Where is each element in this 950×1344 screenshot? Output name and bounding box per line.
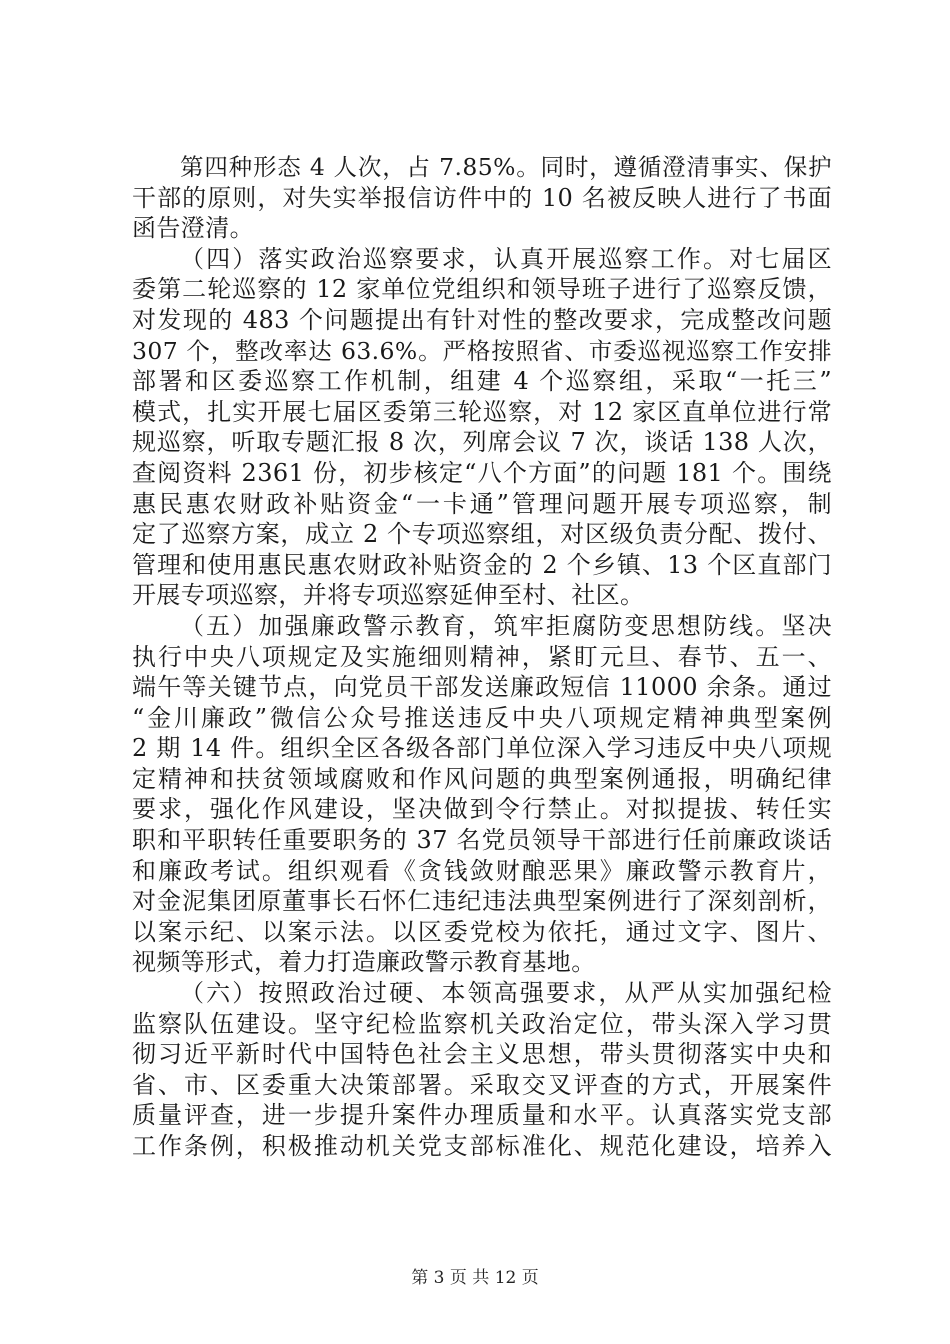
paragraph-line: （四）落实政治巡察要求，认真开展巡察工作。对七届区 bbox=[180, 244, 832, 273]
paragraph-line: 定了巡察方案，成立 2 个专项巡察组，对区级负责分配、拨付、 bbox=[132, 520, 832, 549]
paragraph-line: 执行中央八项规定及实施细则精神，紧盯元旦、春节、五一、 bbox=[132, 642, 832, 671]
paragraph-line: 端午等关键节点，向党员干部发送廉政短信 11000 余条。通过 bbox=[132, 673, 832, 702]
paragraph-line: 干部的原则，对失实举报信访件中的 10 名被反映人进行了书面 bbox=[132, 183, 832, 212]
paragraph-line: 307 个，整改率达 63.6%。严格按照省、市委巡视巡察工作安排 bbox=[132, 336, 832, 365]
paragraph-line: 2 期 14 件。组织全区各级各部门单位深入学习违反中央八项规 bbox=[132, 734, 832, 763]
paragraph-line: 定精神和扶贫领域腐败和作风问题的典型案例通报，明确纪律 bbox=[132, 764, 832, 793]
page-number-label: 第 3 页 共 12 页 bbox=[411, 1268, 539, 1288]
paragraph-line: （六）按照政治过硬、本领高强要求，从严从实加强纪检 bbox=[180, 979, 832, 1008]
paragraph-line: 模式，扎实开展七届区委第三轮巡察，对 12 家区直单位进行常 bbox=[132, 397, 832, 426]
paragraph-line: 彻习近平新时代中国特色社会主义思想，带头贯彻落实中央和 bbox=[132, 1040, 832, 1069]
paragraph-line: 第四种形态 4 人次，占 7.85%。同时，遵循澄清事实、保护 bbox=[180, 153, 832, 181]
paragraph-line: 函告澄清。 bbox=[132, 214, 254, 243]
paragraph-line: “金川廉政”微信公众号推送违反中央八项规定精神典型案例 bbox=[132, 703, 832, 732]
paragraph-line: 开展专项巡察，并将专项巡察延伸至村、社区。 bbox=[132, 581, 645, 610]
document-body bbox=[132, 152, 832, 1162]
paragraph-line: 部署和区委巡察工作机制，组建 4 个巡察组，采取“一托三” bbox=[132, 367, 832, 396]
paragraph-line: 监察队伍建设。坚守纪检监察机关政治定位，带头深入学习贯 bbox=[132, 1009, 832, 1038]
paragraph-line: 对金泥集团原董事长石怀仁违纪违法典型案例进行了深刻剖析， bbox=[132, 887, 832, 916]
paragraph-line: （五）加强廉政警示教育，筑牢拒腐防变思想防线。坚决 bbox=[180, 611, 832, 640]
paragraph-line: 和廉政考试。组织观看《贪钱敛财酿恶果》廉政警示教育片， bbox=[132, 856, 832, 885]
paragraph-line: 视频等形式，着力打造廉政警示教育基地。 bbox=[132, 948, 596, 977]
paragraph-line: 以案示纪、以案示法。以区委党校为依托，通过文字、图片、 bbox=[132, 917, 832, 946]
paragraph-line: 管理和使用惠民惠农财政补贴资金的 2 个乡镇、13 个区直部门 bbox=[132, 550, 832, 579]
paragraph-line: 对发现的 483 个问题提出有针对性的整改要求，完成整改问题 bbox=[132, 305, 832, 334]
paragraph-line: 职和平职转任重要职务的 37 名党员领导干部进行任前廉政谈话 bbox=[132, 826, 832, 855]
paragraph-line: 委第二轮巡察的 12 家单位党组织和领导班子进行了巡察反馈， bbox=[132, 275, 832, 304]
paragraph-line: 惠民惠农财政补贴资金“一卡通”管理问题开展专项巡察，制 bbox=[132, 489, 832, 518]
paragraph-line: 规巡察，听取专题汇报 8 次，列席会议 7 次，谈话 138 人次， bbox=[132, 428, 832, 457]
paragraph-line: 工作条例，积极推动机关党支部标准化、规范化建设，培养入 bbox=[132, 1132, 832, 1160]
paragraph-line: 要求，强化作风建设，坚决做到令行禁止。对拟提拔、转任实 bbox=[132, 795, 832, 824]
page-footer bbox=[0, 1266, 950, 1290]
paragraph-line: 质量评查，进一步提升案件办理质量和水平。认真落实党支部 bbox=[132, 1101, 832, 1130]
paragraph-line: 省、市、区委重大决策部署。采取交叉评查的方式，开展案件 bbox=[132, 1070, 832, 1099]
paragraph-line: 查阅资料 2361 份，初步核定“八个方面”的问题 181 个。围绕 bbox=[132, 458, 832, 487]
